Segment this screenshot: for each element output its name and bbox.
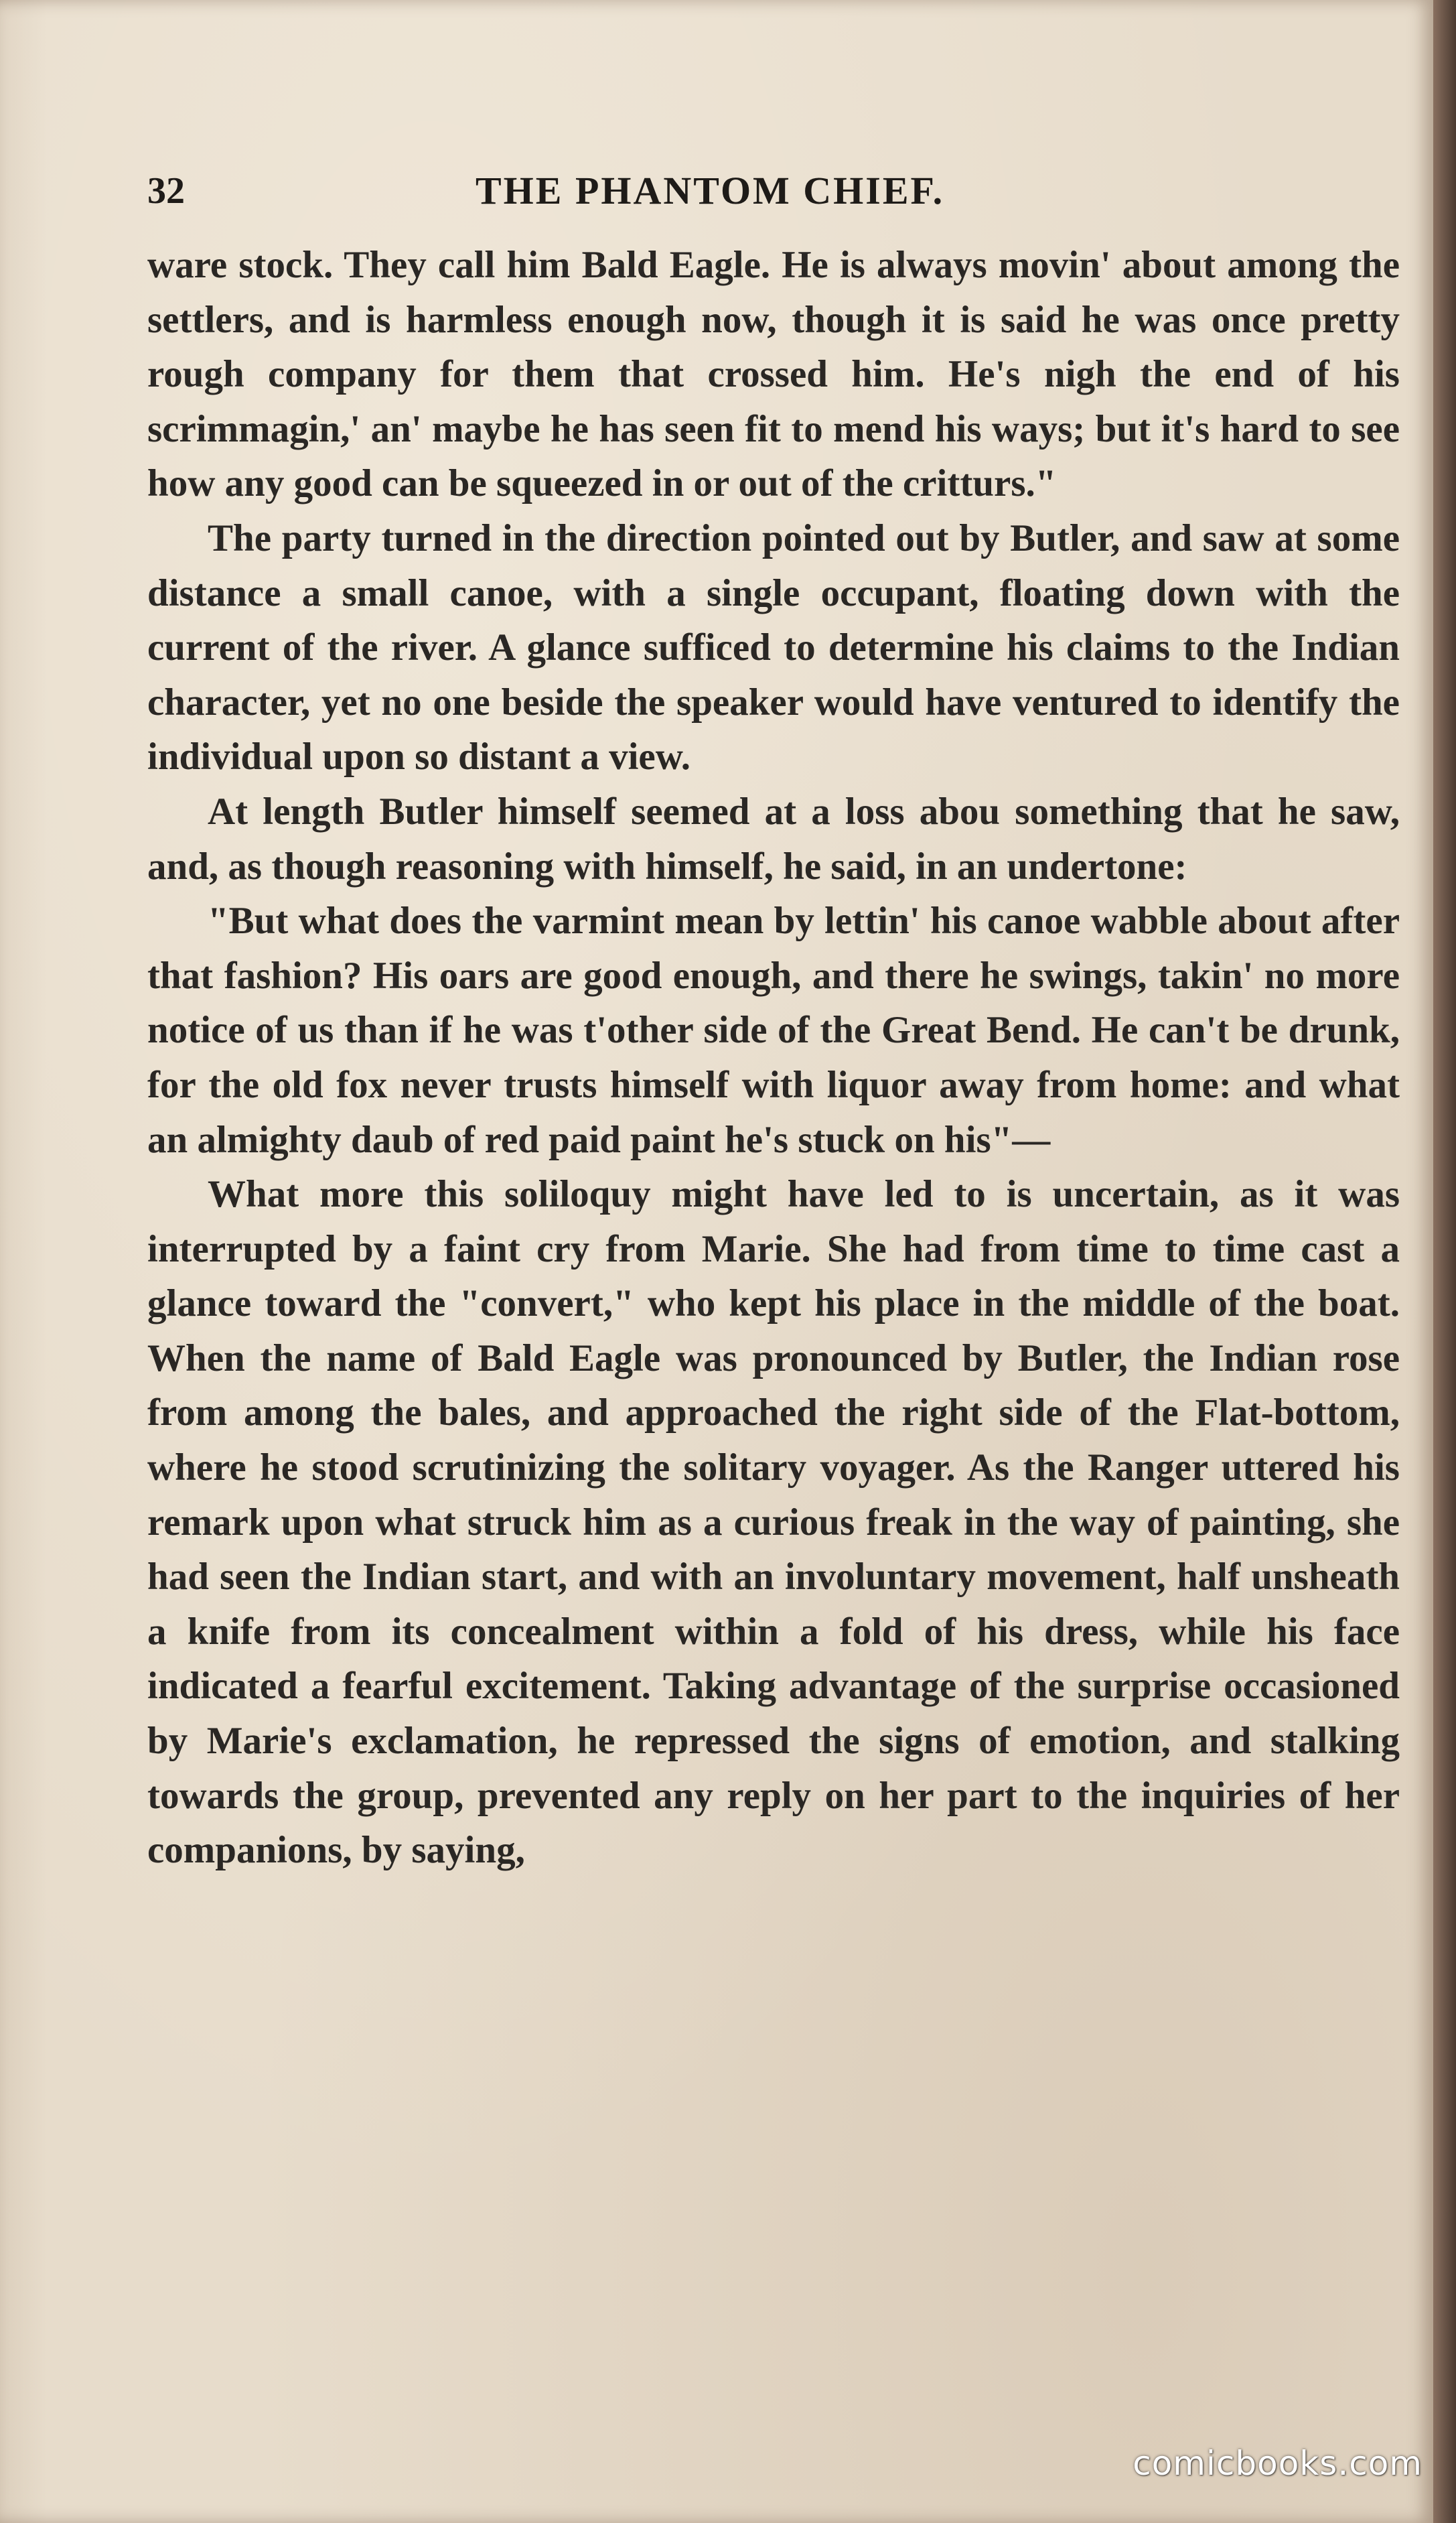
paragraph: "But what does the varmint mean by lettin' his canoe wabble about after that fashion? His oars are good enough, and there he swings, takin' no more notice of us than if he was t'other side of the Great Bend. He can't be drunk, for the old fox never trusts himself with liquor away from home: and what an almighty daub of red paid paint he's stuck on his"— xyxy=(147,900,1400,1161)
running-title: THE PHANTOM CHIEF. xyxy=(476,169,945,212)
body-text xyxy=(147,238,1400,1878)
page-header xyxy=(147,161,1400,221)
paragraph: What more this soliloquy might have led to is uncertain, as it was interrupted by a faint cry from Marie. She had from time to time cast a glance toward the "convert," who kept his place in the middle of the boat. When the name of Bald Eagle was pronounced by Butler, the Indian rose from among the bales, and approached the right side of the Flat-bottom, where he stood scrutinizing the solitary voyager. As the Ranger uttered his remark upon what struck him as a curious freak in the way of painting, she had seen the Indian start, and with an involuntary movement, half unsheath a knife from its concealment within a fold of his dress, while his face indicated a fearful excitement. Taking advantage of the surprise occasioned by Marie's exclamation, he repressed the signs of emotion, and stalking towards the group, prevented any reply on her part to the inquiries of her companions, by saying, xyxy=(147,1173,1400,1872)
page-edge-shadow xyxy=(1433,0,1456,2523)
page-number: 32 xyxy=(147,170,185,212)
paragraph: The party turned in the direction pointed out by Butler, and saw at some distance a small canoe, with a single occupant, floating down with the current of the river. A glance sufficed to determine his claims to the Indian character, yet no one beside the speaker would have ventured to identify the individual upon so distant a view. xyxy=(147,517,1400,778)
paragraph: At length Butler himself seemed at a loss abou something that he saw, and, as though reasoning with himself, he said, in an undertone: xyxy=(147,790,1400,888)
source-watermark: comicbooks.com xyxy=(1133,2444,1423,2483)
paragraph: ware stock. They call him Bald Eagle. He is always movin' about among the settlers, and is harmless enough now, though it is said he was once pretty rough company for them that crossed him. He's nigh the end of his scrimmagin,' an' maybe he has seen fit to mend his ways; but it's hard to see how any good can be squeezed in or out of the critturs." xyxy=(147,244,1400,505)
